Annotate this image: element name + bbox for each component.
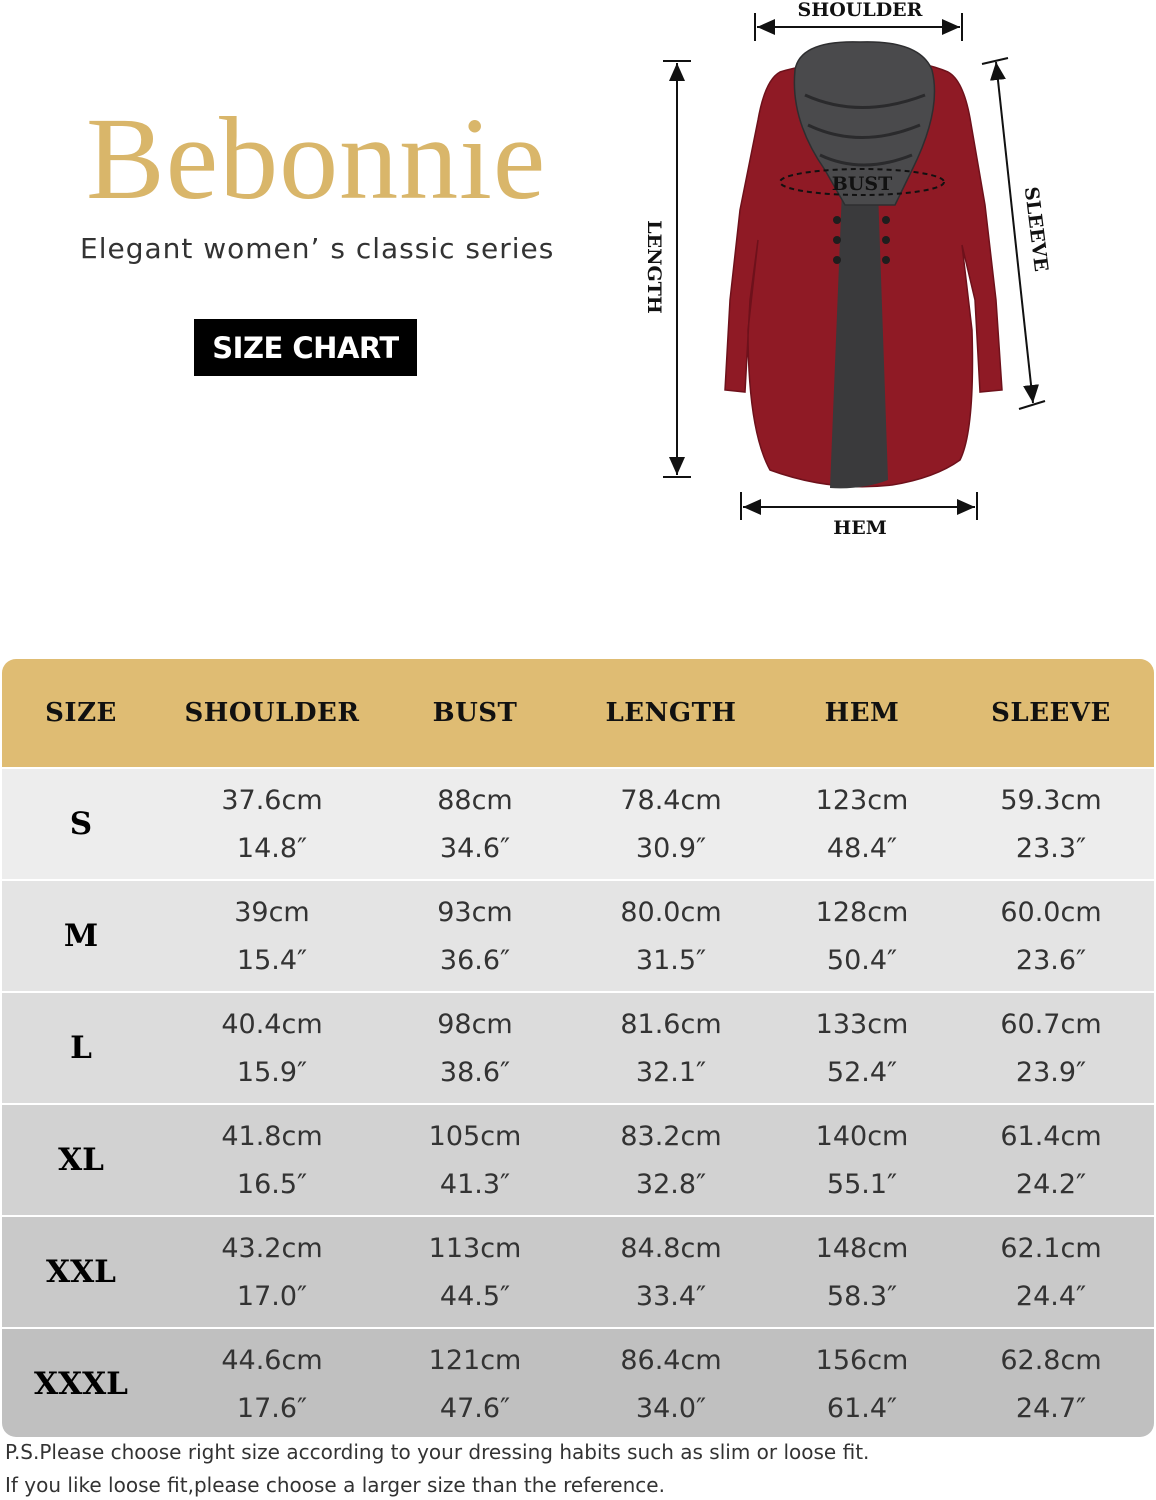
length-cell bbox=[566, 993, 776, 1103]
length-value-cm: 83.2cm bbox=[620, 1120, 722, 1152]
bust-cell bbox=[384, 1105, 566, 1215]
sleeve-cell bbox=[948, 881, 1154, 991]
shoulder-value-in: 15.4″ bbox=[236, 944, 308, 976]
length-value-cm: 86.4cm bbox=[620, 1344, 722, 1376]
size-cell: XXL bbox=[46, 1254, 116, 1290]
length-value-in: 33.4″ bbox=[635, 1280, 707, 1312]
table-row bbox=[2, 1215, 1154, 1327]
hem-value-cm: 156cm bbox=[815, 1344, 909, 1376]
table-header bbox=[2, 659, 1154, 767]
bust-value-in: 47.6″ bbox=[439, 1392, 511, 1424]
hem-value-in: 52.4″ bbox=[826, 1056, 898, 1088]
table-row bbox=[2, 767, 1154, 879]
header-sleeve: SLEEVE bbox=[991, 698, 1111, 728]
size-cell: M bbox=[63, 918, 99, 954]
sleeve-value-cm: 60.0cm bbox=[1000, 896, 1102, 928]
sleeve-value-cm: 59.3cm bbox=[1000, 784, 1102, 816]
sleeve-value-in: 24.2″ bbox=[1015, 1168, 1087, 1200]
bust-value-cm: 93cm bbox=[437, 896, 513, 928]
table-row bbox=[2, 879, 1154, 991]
size-cell: XXXL bbox=[34, 1366, 128, 1402]
length-value-cm: 80.0cm bbox=[620, 896, 722, 928]
shoulder-label: SHOULDER bbox=[797, 0, 923, 21]
sleeve-cell bbox=[948, 1217, 1154, 1327]
shoulder-value-cm: 43.2cm bbox=[221, 1232, 323, 1264]
shoulder-value-in: 16.5″ bbox=[236, 1168, 308, 1200]
hem-value-cm: 140cm bbox=[815, 1120, 909, 1152]
hem-value-in: 48.4″ bbox=[826, 832, 898, 864]
bust-value-cm: 88cm bbox=[437, 784, 513, 816]
brand-tagline: Elegant women’ s classic series bbox=[80, 232, 555, 265]
bust-cell bbox=[384, 769, 566, 879]
size-cell: XL bbox=[58, 1142, 104, 1178]
hem-cell bbox=[776, 881, 948, 991]
note-line-2: If you like loose fit,please choose a larger size than the reference. bbox=[5, 1473, 665, 1497]
length-value-cm: 84.8cm bbox=[620, 1232, 722, 1264]
hem-value-in: 61.4″ bbox=[826, 1392, 898, 1424]
shoulder-value-in: 17.0″ bbox=[236, 1280, 308, 1312]
length-value-cm: 78.4cm bbox=[620, 784, 722, 816]
shoulder-value-cm: 44.6cm bbox=[221, 1344, 323, 1376]
length-cell bbox=[566, 1329, 776, 1437]
hem-value-cm: 148cm bbox=[815, 1232, 909, 1264]
bust-value-cm: 98cm bbox=[437, 1008, 513, 1040]
shoulder-value-cm: 40.4cm bbox=[221, 1008, 323, 1040]
header-size: SIZE bbox=[45, 698, 117, 728]
sleeve-label: SLEEVE bbox=[1019, 185, 1053, 273]
sleeve-value-in: 24.4″ bbox=[1015, 1280, 1087, 1312]
length-value-in: 31.5″ bbox=[635, 944, 707, 976]
hem-value-cm: 128cm bbox=[815, 896, 909, 928]
shoulder-cell bbox=[160, 993, 384, 1103]
table-row bbox=[2, 1327, 1154, 1437]
hem-cell bbox=[776, 1329, 948, 1437]
hem-cell bbox=[776, 993, 948, 1103]
note-line-1: P.S.Please choose right size according to your dressing habits such as slim or loose fit. bbox=[5, 1440, 870, 1464]
length-cell bbox=[566, 1217, 776, 1327]
length-cell bbox=[566, 769, 776, 879]
size-cell: L bbox=[70, 1030, 92, 1066]
sleeve-value-cm: 62.8cm bbox=[1000, 1344, 1102, 1376]
sleeve-value-in: 24.7″ bbox=[1015, 1392, 1087, 1424]
hem-value-cm: 133cm bbox=[815, 1008, 909, 1040]
table-row bbox=[2, 991, 1154, 1103]
shoulder-cell bbox=[160, 1329, 384, 1437]
brand-block bbox=[80, 93, 555, 265]
header-length: LENGTH bbox=[605, 698, 737, 728]
bust-value-in: 41.3″ bbox=[439, 1168, 511, 1200]
size-table bbox=[2, 659, 1154, 1437]
sleeve-cell bbox=[948, 1329, 1154, 1437]
bust-cell bbox=[384, 993, 566, 1103]
sleeve-cell bbox=[948, 993, 1154, 1103]
hem-label: HEM bbox=[833, 517, 887, 539]
sleeve-value-cm: 62.1cm bbox=[1000, 1232, 1102, 1264]
shoulder-cell bbox=[160, 881, 384, 991]
bust-value-in: 38.6″ bbox=[439, 1056, 511, 1088]
length-value-in: 32.1″ bbox=[635, 1056, 707, 1088]
table-body bbox=[2, 767, 1154, 1437]
header-bust: BUST bbox=[432, 698, 518, 728]
hem-value-cm: 123cm bbox=[815, 784, 909, 816]
length-value-in: 34.0″ bbox=[635, 1392, 707, 1424]
sleeve-value-cm: 60.7cm bbox=[1000, 1008, 1102, 1040]
length-cell bbox=[566, 881, 776, 991]
length-cell bbox=[566, 1105, 776, 1215]
shoulder-value-in: 17.6″ bbox=[236, 1392, 308, 1424]
bust-cell bbox=[384, 1217, 566, 1327]
shoulder-value-cm: 37.6cm bbox=[221, 784, 323, 816]
sleeve-value-cm: 61.4cm bbox=[1000, 1120, 1102, 1152]
length-value-in: 32.8″ bbox=[635, 1168, 707, 1200]
sleeve-cell bbox=[948, 769, 1154, 879]
shoulder-cell bbox=[160, 1105, 384, 1215]
length-value-cm: 81.6cm bbox=[620, 1008, 722, 1040]
bust-value-in: 36.6″ bbox=[439, 944, 511, 976]
hem-value-in: 55.1″ bbox=[826, 1168, 898, 1200]
hem-value-in: 58.3″ bbox=[826, 1280, 898, 1312]
hem-cell bbox=[776, 1105, 948, 1215]
bust-value-in: 44.5″ bbox=[439, 1280, 511, 1312]
shoulder-cell bbox=[160, 769, 384, 879]
sleeve-cell bbox=[948, 1105, 1154, 1215]
bust-value-cm: 121cm bbox=[428, 1344, 522, 1376]
shoulder-value-cm: 39cm bbox=[234, 896, 310, 928]
bust-value-cm: 105cm bbox=[428, 1120, 522, 1152]
bust-label: BUST bbox=[831, 173, 893, 195]
shoulder-value-in: 14.8″ bbox=[236, 832, 308, 864]
sleeve-value-in: 23.9″ bbox=[1015, 1056, 1087, 1088]
brand-logo: Bebonnie bbox=[86, 93, 547, 224]
size-cell: S bbox=[69, 806, 93, 842]
garment-diagram bbox=[630, 0, 1080, 560]
hem-value-in: 50.4″ bbox=[826, 944, 898, 976]
table-row bbox=[2, 1103, 1154, 1215]
shoulder-cell bbox=[160, 1217, 384, 1327]
length-value-in: 30.9″ bbox=[635, 832, 707, 864]
bust-cell bbox=[384, 881, 566, 991]
length-label: LENGTH bbox=[643, 220, 665, 314]
size-chart-badge: SIZE CHART bbox=[194, 319, 417, 376]
hem-cell bbox=[776, 1217, 948, 1327]
bust-value-in: 34.6″ bbox=[439, 832, 511, 864]
sleeve-value-in: 23.6″ bbox=[1015, 944, 1087, 976]
shoulder-value-in: 15.9″ bbox=[236, 1056, 308, 1088]
sleeve-value-in: 23.3″ bbox=[1015, 832, 1087, 864]
hem-cell bbox=[776, 769, 948, 879]
bust-value-cm: 113cm bbox=[428, 1232, 522, 1264]
shoulder-value-cm: 41.8cm bbox=[221, 1120, 323, 1152]
header-shoulder: SHOULDER bbox=[184, 698, 360, 728]
header-hem: HEM bbox=[824, 698, 900, 728]
bust-cell bbox=[384, 1329, 566, 1437]
